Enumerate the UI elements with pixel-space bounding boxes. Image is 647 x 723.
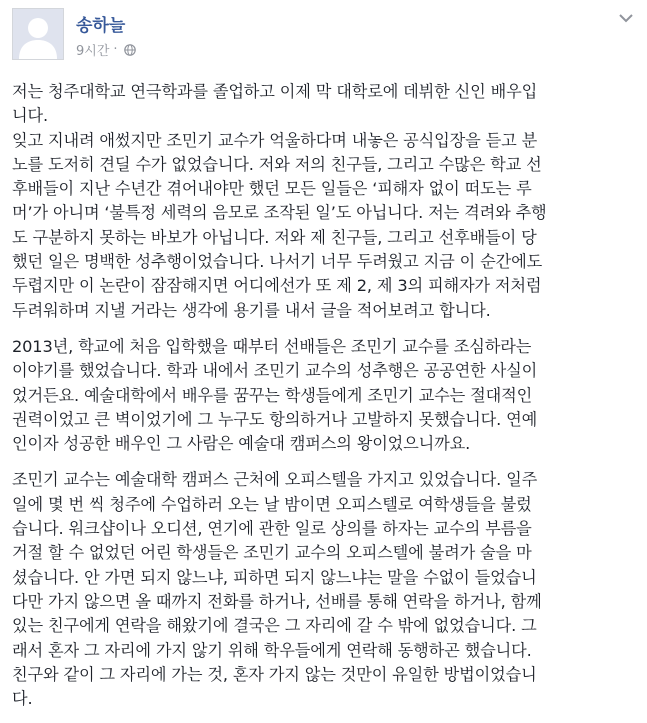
post-text-line: 저는 청주대학교 연극학과를 졸업하고 이제 막 대학로에 데뷔한 신인 배우입 xyxy=(12,82,538,101)
post-timestamp[interactable]: 9시간 xyxy=(76,44,110,59)
author-name[interactable]: 송하늘 xyxy=(76,16,126,36)
post-text-line: 습니다. 워크샵이나 오디션, 연기에 관한 일로 상의를 하자는 교수의 부름을 xyxy=(12,519,532,539)
post-text-line: 조민기 교수는 예술대학 캠퍼스 근처에 오피스텔을 가지고 있었습니다. 일주 xyxy=(12,470,538,490)
post-text-line: 잊고 지내려 애썼지만 조민기 교수가 억울하다며 내놓은 공식입장을 듣고 분 xyxy=(12,130,538,150)
post-header xyxy=(12,8,635,60)
post-text-line: 두려워하며 지낼 거라는 생각에 용기를 내서 글을 적어보려고 합니다. xyxy=(12,300,491,320)
post-text-line: 후배들이 지난 수년간 겪어내야만 했던 모든 일들은 ‘피해자 없이 떠도는 루 xyxy=(12,179,532,199)
post-body xyxy=(12,80,632,723)
post-text-line: 했던 일은 명백한 성추행이었습니다. 나서기 너무 두려웠고 지금 이 순간에도 xyxy=(12,252,543,272)
post-paragraph xyxy=(12,80,632,323)
post-text-line: 있는 친구에게 연락을 해왔기에 결국은 그 자리에 갈 수 밖에 없었습니다. 그 xyxy=(12,616,537,636)
post-text-line: 거절 할 수 없었던 어린 학생들은 조민기 교수의 오피스텔에 불려가 술을 마 xyxy=(12,543,532,563)
post-text-line: 다만 가지 않으면 올 때까지 전화를 하거나, 선배를 통해 연락을 하거나, 함께 xyxy=(12,591,542,611)
meta-separator: · xyxy=(113,42,118,57)
post-text-line: 2013년, 학교에 처음 입학했을 때부터 선배들은 조민기 교수를 조심하라는 xyxy=(12,336,532,356)
post-text-line: 었거든요. 예술대학에서 배우를 꿈꾸는 학생들에게 조민기 교수는 절대적인 xyxy=(12,385,533,405)
post-text-line: 도 구분하지 못하는 바보가 아닙니다. 저와 제 친구들, 그리고 선후배들이 당 xyxy=(12,227,537,247)
post-text-line: 셨습니다. 안 가면 되지 않느냐, 피하면 되지 않느냐는 말을 수없이 들었습니 xyxy=(12,567,537,587)
post-text-line: 래서 혼자 그 자리에 가지 않기 위해 학우들에게 연락해 동행하곤 했습니다. xyxy=(12,640,532,660)
default-avatar-icon xyxy=(13,9,63,59)
post-meta xyxy=(76,40,136,59)
post-text-line: 두렵지만 이 논란이 잠잠해지면 어디에선가 또 제 2, 제 3의 피해자가 저처럼 xyxy=(12,276,542,296)
post-paragraph xyxy=(12,468,632,711)
post-text-line: 머’가 아니며 ‘불특정 세력의 음모로 조작된 일’도 아닙니다. 저는 격려와 추행 xyxy=(12,203,547,223)
post-text-line: 친구와 같이 그 자리에 가는 것, 혼자 가지 않는 것만이 유일한 방법이었습니 xyxy=(12,664,537,684)
post-paragraph xyxy=(12,335,632,456)
chevron-down-icon[interactable] xyxy=(617,10,635,24)
avatar[interactable] xyxy=(12,8,64,60)
post-text-line: 노를 도저히 견딜 수가 없었습니다. 저와 저의 친구들, 그리고 수많은 학교 선 xyxy=(12,154,542,174)
post-text-line: 이야기를 했었습니다. 학과 내에서 조민기 교수의 성추행은 공공연한 사실이 xyxy=(12,361,538,381)
post-text-line: 일에 몇 번 씩 청주에 수업하러 오는 날 밤이면 오피스텔로 여학생들을 불렀 xyxy=(12,494,532,514)
post-text-line: 니다. xyxy=(12,106,48,126)
globe-icon[interactable] xyxy=(124,44,136,56)
post-text-line: 인이자 성공한 배우인 그 사람은 예술대 캠퍼스의 왕이었으니까요. xyxy=(12,434,471,454)
post-text-line: 다. xyxy=(12,689,33,709)
post-text-line: 권력이었고 큰 벽이었기에 그 누구도 항의하거나 고발하지 못했습니다. 연예 xyxy=(12,409,538,429)
